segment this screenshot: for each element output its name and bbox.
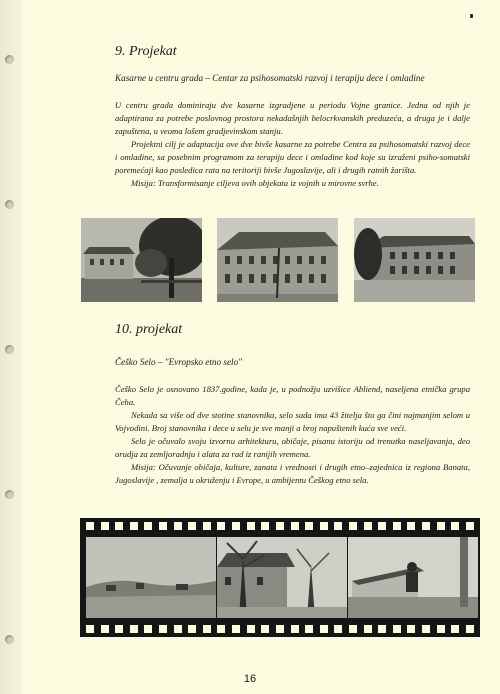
binder-margin (0, 0, 22, 694)
section-subtitle: Češko Selo – "Evropsko etno selo" (115, 357, 243, 367)
binder-hole (5, 345, 14, 354)
film-perforations-top (86, 522, 474, 530)
photo-village-landscape (86, 537, 216, 618)
page-number: 16 (243, 673, 257, 685)
paragraph: U centru grada dominiraju dve kasarne izgradjene u periodu Vojne granice. Jedna od njih je adaptirana za potrebe poslovnog prostora nekadašnjih belocrkvanskih preduzeća, a druga je i dalje zapuštena, u veoma lošem gradjevinskom stanju. (115, 100, 470, 136)
section-title: 9. Projekat (115, 44, 177, 59)
binder-hole (5, 635, 14, 644)
photo-barracks-street (354, 218, 475, 302)
photo-barracks-building (217, 218, 338, 302)
binder-hole (5, 55, 14, 64)
paragraph: Češko Selo je osnovano 1837.godine, kada je, u podnožju uzvišice Abliend, naseljena etnička grupa Čeha. (115, 384, 470, 407)
corner-mark (470, 14, 473, 18)
paragraph: Projektni cilj je adaptacija ove dve bivše kasarne za potrebe Centra za psihosomatski razvoj dece i omladine, sa posebnim programom za terapiju dece i omladine kod koje su izraženi psiho-somatski poremećaji kao posledica rata na teritoriji bivše Jugoslavije, ali i drugih ratnih žarišta. (115, 139, 470, 175)
film-strip (80, 518, 480, 637)
paragraph: Nekada sa više od dve stotine stanovnika, selo sada ima 43 žitelja što ga čini najmanjim selom u Vojvodini. Broj stanovnika i dece u selu je sve manji a broj napuštenih kuća sve veći. (115, 410, 470, 433)
photo-barracks-courtyard (81, 218, 202, 302)
paragraph: Misija: Očuvanje običaja, kulture, zanata i vrednosti i drugih etno–zajednica iz regiona Banata, Jugoslavije , zemalja u okruženju i Evrope, u ambijentu Češkog etno sela. (115, 462, 470, 485)
binder-hole (5, 490, 14, 499)
section-title: 10. projekat (115, 322, 183, 337)
film-perforations-bottom (86, 625, 474, 633)
paragraph: Misija: Transformisanje ciljeva ovih objekata iz vojnih u mirovne svrhe. (131, 178, 379, 188)
section-subtitle: Kasarne u centru grada – Centar za psihosomatski razvoj i terapiju dece i omladine (115, 73, 425, 83)
paragraph: Selo je očuvalo svoju izvornu arhitekturu, običaje, pisanu istoriju od trenutka naseljavanja, deo orudja za zemljoradnju i alata za rad iz ranijih vremena. (115, 436, 470, 459)
photo-village-house-tree (217, 537, 347, 618)
photo-village-elder (348, 537, 478, 618)
binder-hole (5, 200, 14, 209)
